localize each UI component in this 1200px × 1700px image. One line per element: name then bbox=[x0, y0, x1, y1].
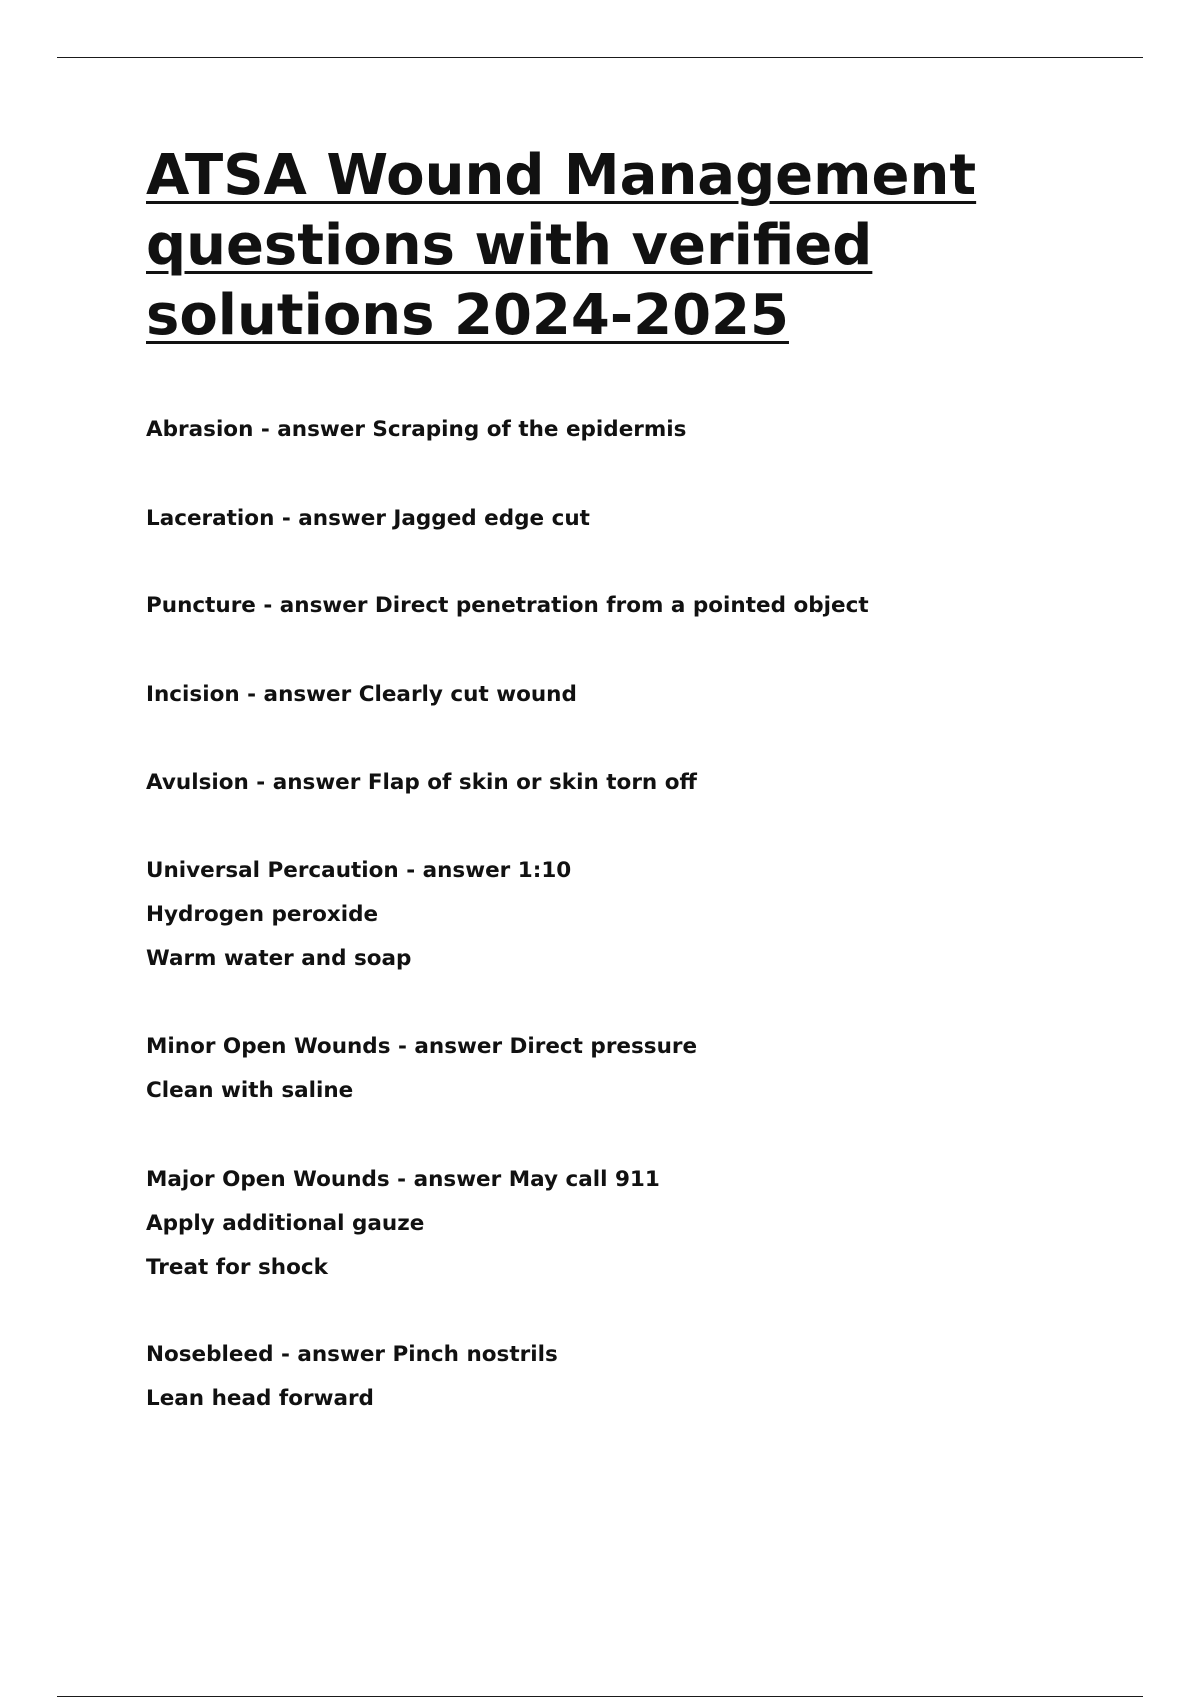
qa-entry-nosebleed bbox=[146, 1333, 558, 1421]
qa-line: Minor Open Wounds - answer Direct pressure bbox=[146, 1034, 698, 1059]
qa-entry-puncture bbox=[146, 584, 869, 628]
qa-line: Puncture - answer Direct penetration from a pointed object bbox=[146, 593, 869, 618]
qa-line: Nosebleed - answer Pinch nostrils bbox=[146, 1342, 558, 1367]
qa-line: Avulsion - answer Flap of skin or skin torn off bbox=[146, 770, 697, 795]
title-line: solutions 2024-2025 bbox=[146, 283, 789, 348]
qa-line: Apply additional gauze bbox=[146, 1211, 425, 1236]
document-title bbox=[146, 141, 1096, 351]
title-line: ATSA Wound Management bbox=[146, 143, 977, 208]
qa-entry-minor-open-wounds bbox=[146, 1025, 697, 1113]
top-divider bbox=[57, 57, 1143, 58]
qa-line: Incision - answer Clearly cut wound bbox=[146, 682, 577, 707]
title-line: questions with verified bbox=[146, 213, 873, 278]
qa-line: Clean with saline bbox=[146, 1078, 354, 1103]
qa-entry-incision bbox=[146, 673, 577, 717]
qa-line: Lean head forward bbox=[146, 1386, 374, 1411]
qa-entry-avulsion bbox=[146, 761, 697, 805]
qa-line: Abrasion - answer Scraping of the epidermis bbox=[146, 417, 687, 442]
qa-line: Hydrogen peroxide bbox=[146, 902, 379, 927]
qa-entry-laceration bbox=[146, 497, 590, 541]
bottom-divider bbox=[57, 1696, 1143, 1697]
qa-entry-major-open-wounds bbox=[146, 1158, 660, 1290]
qa-line: Major Open Wounds - answer May call 911 bbox=[146, 1167, 660, 1192]
qa-line: Universal Percaution - answer 1:10 bbox=[146, 858, 572, 883]
qa-line: Treat for shock bbox=[146, 1255, 328, 1280]
qa-line: Warm water and soap bbox=[146, 946, 412, 971]
qa-line: Laceration - answer Jagged edge cut bbox=[146, 506, 590, 531]
qa-entry-abrasion bbox=[146, 408, 686, 452]
qa-entry-universal-precaution bbox=[146, 849, 571, 981]
